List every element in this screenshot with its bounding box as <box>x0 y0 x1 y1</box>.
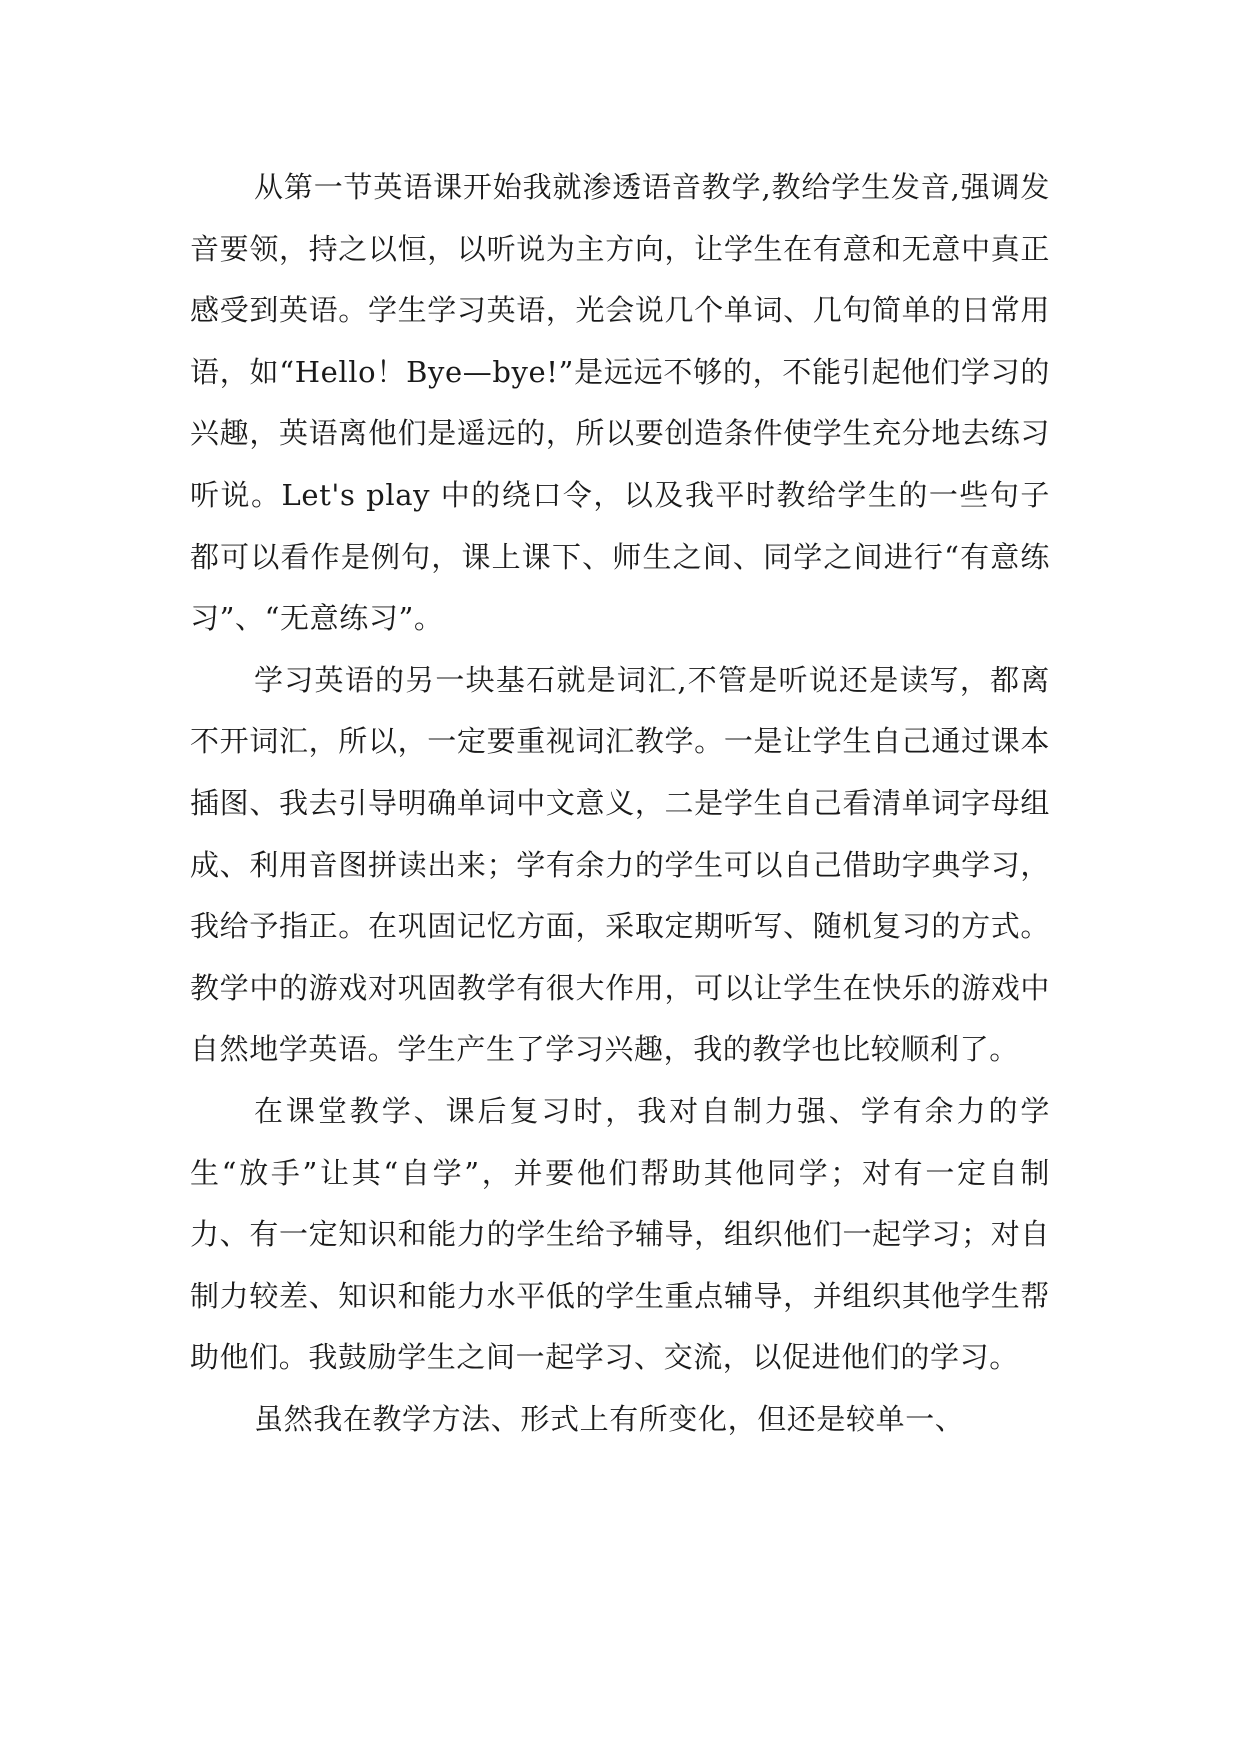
paragraph-2: 学习英语的另一块基石就是词汇,不管是听说还是读写，都离不开词汇，所以，一定要重视词汇教学。一是让学生自己通过课本插图、我去引导明确单词中文意义，二是学生自己看清单词字母组成、利用音图拼读出来；学有余力的学生可以自己借助字典学习，我给予指正。在巩固记忆方面，采取定期听写、随机复习的方式。教学中的游戏对巩固教学有很大作用，可以让学生在快乐的游戏中自然地学英语。学生产生了学习兴趣，我的教学也比较顺利了。 <box>190 662 1050 1067</box>
document-body <box>190 157 1050 1450</box>
paragraph-3: 在课堂教学、课后复习时，我对自制力强、学有余力的学生“放手”让其“自学”，并要他们帮助其他同学；对有一定自制力、有一定知识和能力的学生给予辅导，组织他们一起学习；对自制力较差、知识和能力水平低的学生重点辅导，并组织其他学生帮助他们。我鼓励学生之间一起学习、交流，以促进他们的学习。 <box>190 1093 1050 1375</box>
paragraph-1: 从第一节英语课开始我就渗透语音教学,教给学生发音,强调发音要领，持之以恒，以听说为主方向，让学生在有意和无意中真正感受到英语。学生学习英语，光会说几个单词、几句简单的日常用语，如“Hello！Bye—bye!”是远远不够的，不能引起他们学习的兴趣，英语离他们是遥远的，所以要创造条件使学生充分地去练习听说。Let's play 中的绕口令，以及我平时教给学生的一些句子都可以看作是例句，课上课下、师生之间、同学之间进行“有意练习”、“无意练习”。 <box>190 170 1050 636</box>
paragraph-4: 虽然我在教学方法、形式上有所变化，但还是较单一、 <box>254 1401 965 1436</box>
